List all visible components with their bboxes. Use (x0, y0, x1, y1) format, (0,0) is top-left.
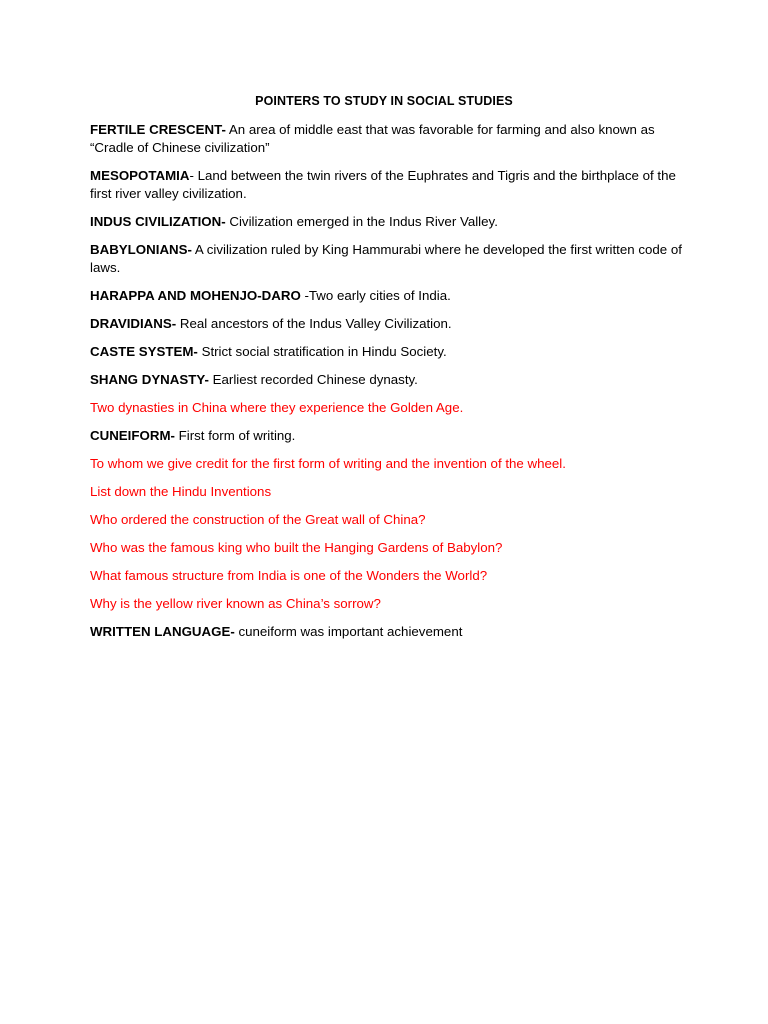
entry-term: SHANG DYNASTY- (90, 372, 209, 387)
entry-shang-dynasty (90, 371, 690, 389)
question-golden-age: Two dynasties in China where they experience the Golden Age. (90, 400, 464, 415)
entry-mesopotamia (90, 167, 690, 203)
entry-written-language (90, 623, 690, 641)
entry-text: - Land between the twin rivers of the Euphrates and Tigris and the birthplace of the first river valley civilization. (90, 168, 676, 201)
question-wonders-world: What famous structure from India is one of the Wonders the World? (90, 568, 488, 583)
entry-term: DRAVIDIANS- (90, 316, 177, 331)
entry-term: BABYLONIANS- (90, 242, 192, 257)
entry-text: A civilization ruled by King Hammurabi where he developed the first written code of laws. (90, 242, 682, 275)
entry-term: FERTILE CRESCENT- (90, 122, 226, 137)
entry-term: CUNEIFORM- (90, 428, 175, 443)
question-great-wall: Who ordered the construction of the Great wall of China? (90, 512, 426, 527)
entry-harappa-mohenjo-daro (90, 287, 690, 305)
question-yellow-river: Why is the yellow river known as China’s sorrow? (90, 596, 381, 611)
question-hanging-gardens: Who was the famous king who built the Hanging Gardens of Babylon? (90, 540, 503, 555)
entry-text: -Two early cities of India. (300, 288, 451, 303)
entry-term: MESOPOTAMIA (90, 168, 190, 183)
entry-term: INDUS CIVILIZATION- (90, 214, 226, 229)
entry-term: WRITTEN LANGUAGE- (90, 624, 235, 639)
entry-text: An area of middle east that was favorable for farming and also known as “Cradle of Chinese civilization” (90, 122, 655, 155)
entry-text: Strict social stratification in Hindu Society. (197, 344, 447, 359)
entry-term: HARAPPA AND MOHENJO-DARO (90, 288, 301, 303)
entry-text: First form of writing. (174, 428, 296, 443)
entry-text: Earliest recorded Chinese dynasty. (208, 372, 418, 387)
entry-indus-civilization (90, 213, 690, 231)
entry-text: Real ancestors of the Indus Valley Civilization. (176, 316, 452, 331)
entry-text: cuneiform was important achievement (234, 624, 463, 639)
entry-term: CASTE SYSTEM- (90, 344, 198, 359)
entry-text: Civilization emerged in the Indus River Valley. (225, 214, 498, 229)
entry-caste-system (90, 343, 690, 361)
entry-cuneiform (90, 427, 690, 445)
document-title: POINTERS TO STUDY IN SOCIAL STUDIES (255, 94, 513, 108)
document-body (90, 121, 690, 651)
entry-babylonians (90, 241, 690, 277)
question-hindu-inventions: List down the Hindu Inventions (90, 484, 272, 499)
entry-dravidians (90, 315, 690, 333)
entry-fertile-crescent (90, 121, 690, 157)
question-writing-wheel: To whom we give credit for the first form of writing and the invention of the wheel. (90, 456, 566, 471)
